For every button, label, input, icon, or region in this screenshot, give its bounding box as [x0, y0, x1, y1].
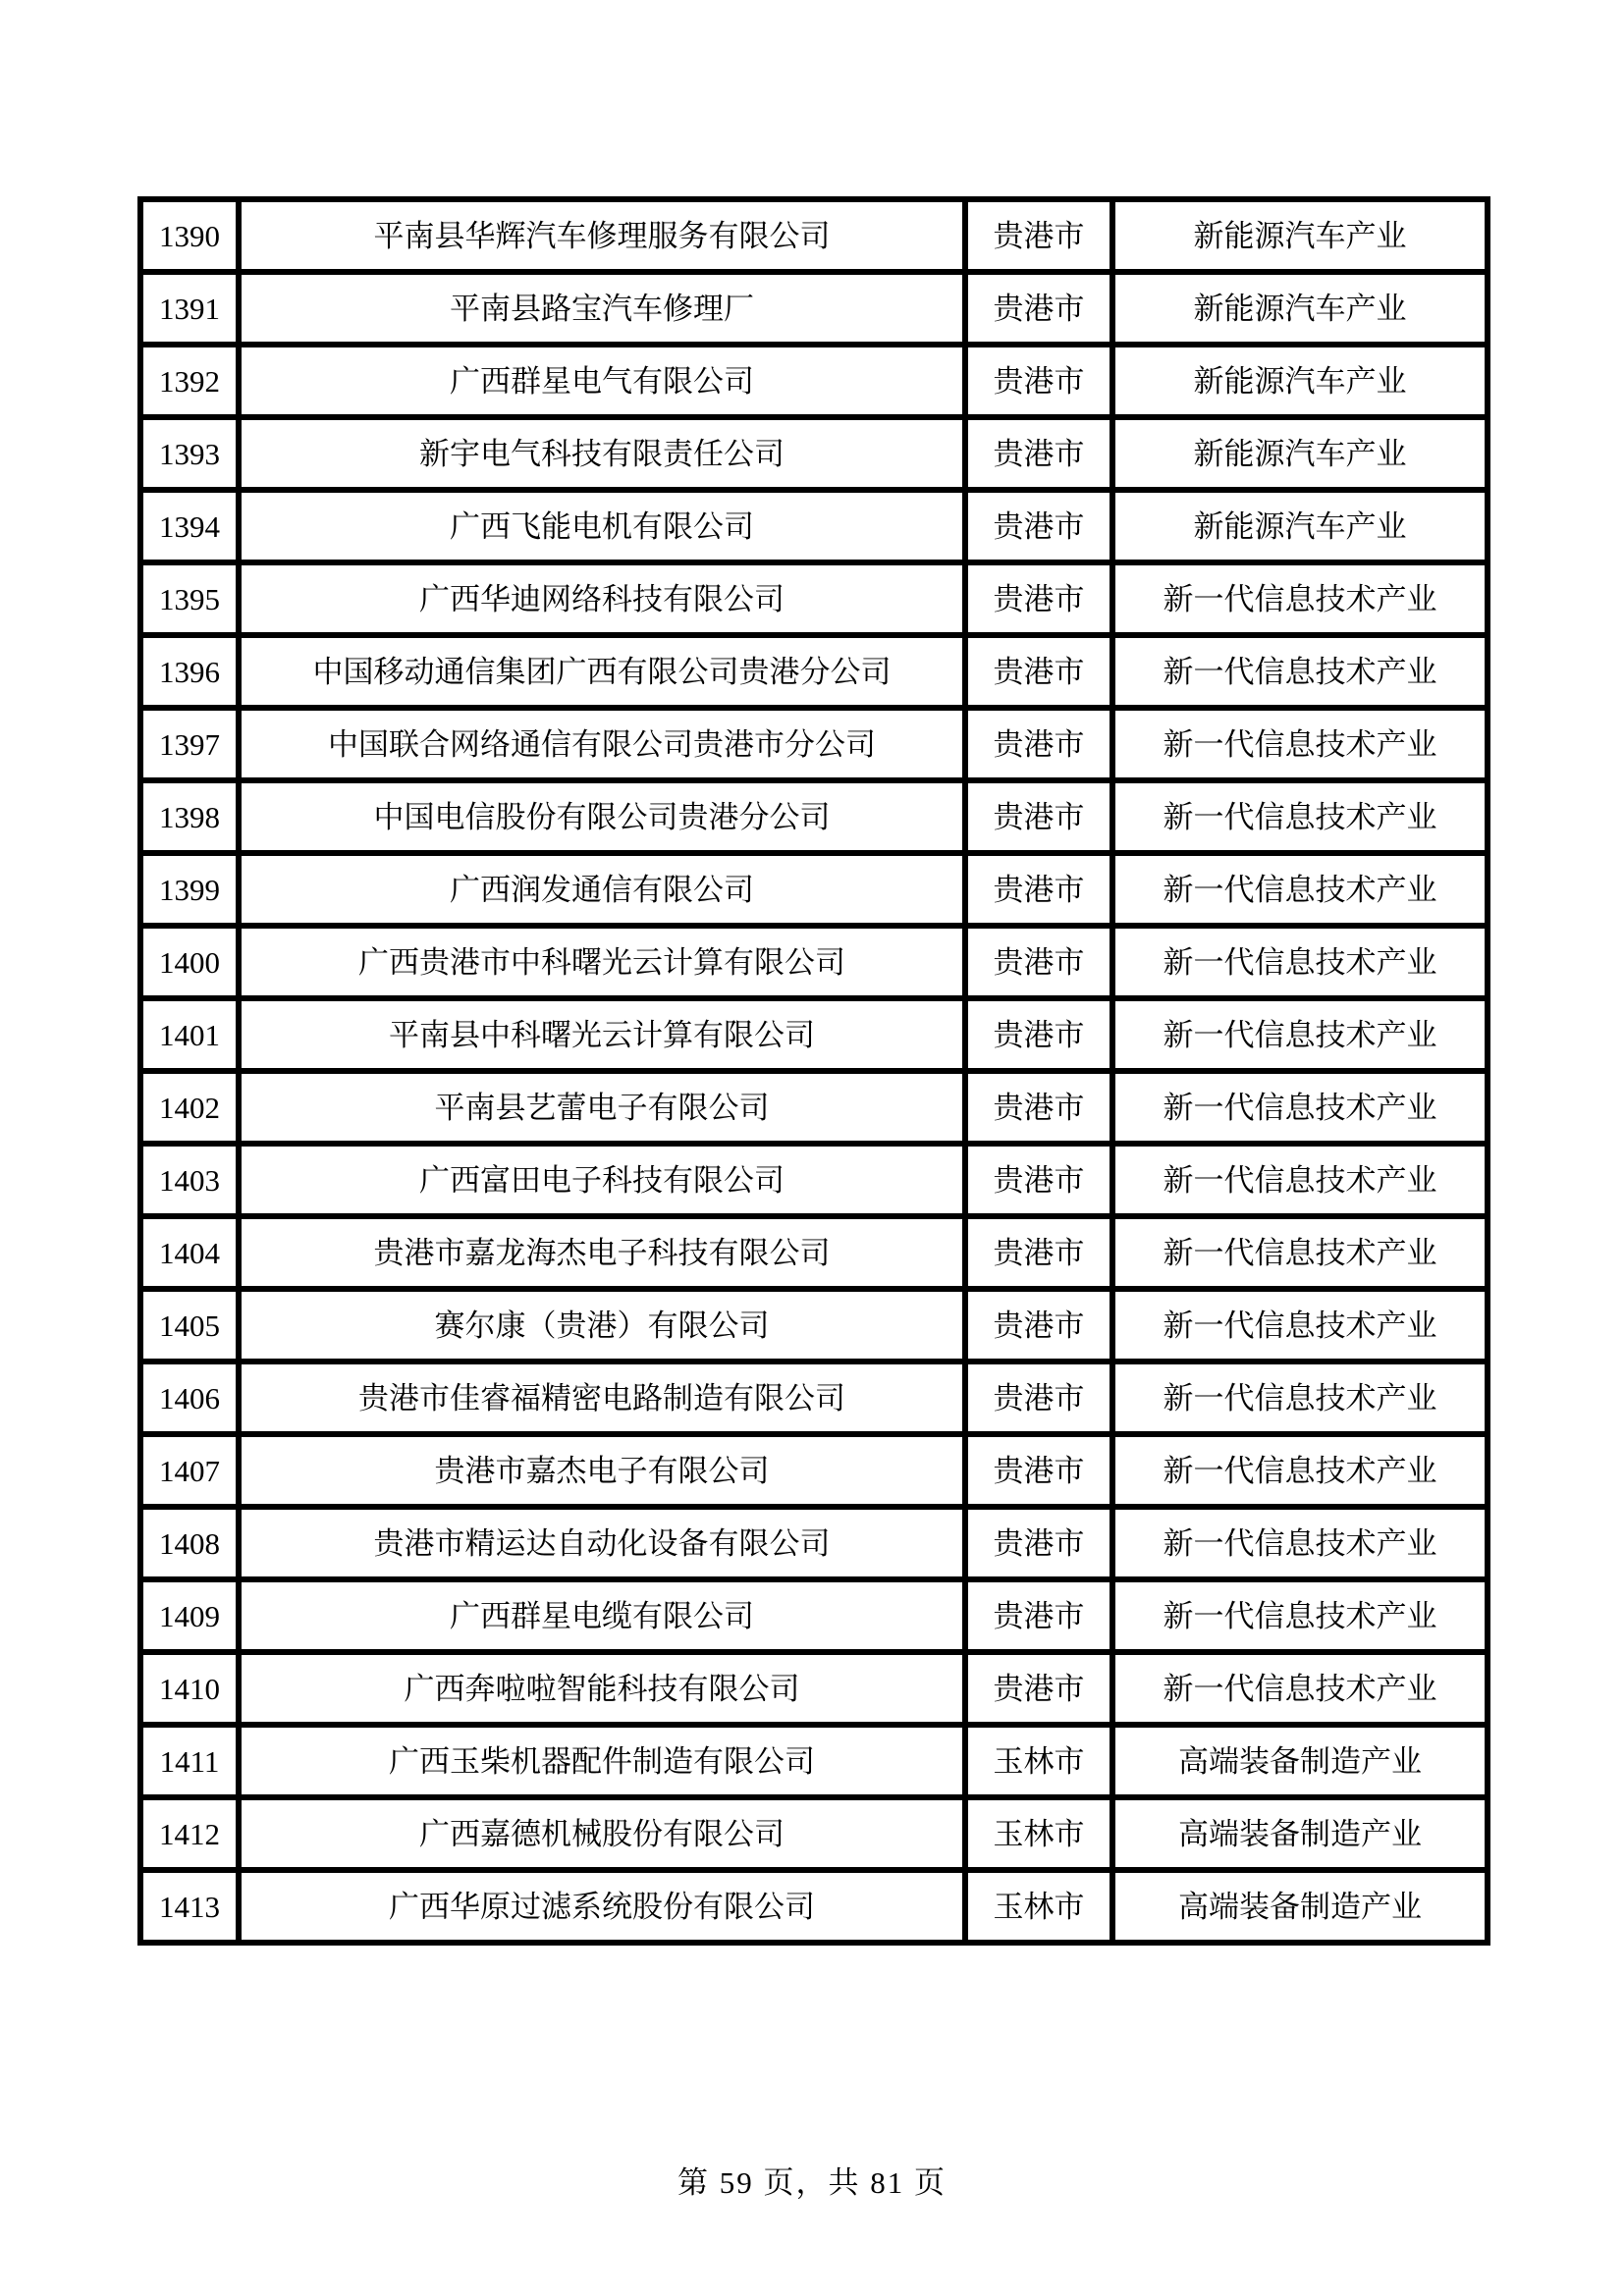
company-name-cell: 中国移动通信集团广西有限公司贵港分公司: [239, 635, 965, 708]
industry-cell: 高端装备制造产业: [1112, 1870, 1488, 1943]
company-name-cell: 贵港市佳睿福精密电路制造有限公司: [239, 1362, 965, 1434]
company-name-cell: 平南县路宝汽车修理厂: [239, 272, 965, 345]
company-name-cell: 广西奔啦啦智能科技有限公司: [239, 1652, 965, 1725]
table-row: [140, 998, 1488, 1071]
city-cell: 贵港市: [965, 926, 1112, 998]
row-number-cell: 1409: [140, 1579, 239, 1652]
company-name-cell: 平南县艺蕾电子有限公司: [239, 1071, 965, 1144]
page-number-footer: 第 59 页，共 81 页: [677, 2165, 947, 2200]
company-name-cell: 中国联合网络通信有限公司贵港市分公司: [239, 708, 965, 780]
industry-cell: 新一代信息技术产业: [1112, 1362, 1488, 1434]
row-number-cell: 1408: [140, 1507, 239, 1579]
row-number-cell: 1413: [140, 1870, 239, 1943]
city-cell: 贵港市: [965, 490, 1112, 562]
industry-cell: 新一代信息技术产业: [1112, 926, 1488, 998]
row-number-cell: 1397: [140, 708, 239, 780]
city-cell: 贵港市: [965, 1144, 1112, 1216]
city-cell: 贵港市: [965, 1071, 1112, 1144]
table-row: [140, 780, 1488, 853]
city-cell: 玉林市: [965, 1725, 1112, 1797]
table-row: [140, 417, 1488, 490]
company-name-cell: 贵港市嘉龙海杰电子科技有限公司: [239, 1216, 965, 1289]
row-number-cell: 1395: [140, 562, 239, 635]
city-cell: 贵港市: [965, 1289, 1112, 1362]
city-cell: 贵港市: [965, 199, 1112, 272]
industry-cell: 新一代信息技术产业: [1112, 562, 1488, 635]
city-cell: 贵港市: [965, 708, 1112, 780]
industry-cell: 新能源汽车产业: [1112, 490, 1488, 562]
city-cell: 贵港市: [965, 345, 1112, 417]
city-cell: 贵港市: [965, 417, 1112, 490]
row-number-cell: 1407: [140, 1434, 239, 1507]
row-number-cell: 1412: [140, 1797, 239, 1870]
table-row: [140, 926, 1488, 998]
industry-cell: 高端装备制造产业: [1112, 1797, 1488, 1870]
table-row: [140, 1507, 1488, 1579]
table-row: [140, 1579, 1488, 1652]
row-number-cell: 1396: [140, 635, 239, 708]
city-cell: 玉林市: [965, 1870, 1112, 1943]
company-name-cell: 广西华迪网络科技有限公司: [239, 562, 965, 635]
table-row: [140, 1071, 1488, 1144]
table-row: [140, 199, 1488, 272]
table-row: [140, 1434, 1488, 1507]
industry-cell: 新能源汽车产业: [1112, 272, 1488, 345]
city-cell: 贵港市: [965, 1362, 1112, 1434]
table-row: [140, 1652, 1488, 1725]
company-name-cell: 广西华原过滤系统股份有限公司: [239, 1870, 965, 1943]
industry-cell: 新一代信息技术产业: [1112, 1144, 1488, 1216]
row-number-cell: 1392: [140, 345, 239, 417]
industry-cell: 新一代信息技术产业: [1112, 1289, 1488, 1362]
company-name-cell: 中国电信股份有限公司贵港分公司: [239, 780, 965, 853]
city-cell: 贵港市: [965, 1507, 1112, 1579]
row-number-cell: 1402: [140, 1071, 239, 1144]
table-row: [140, 490, 1488, 562]
industry-cell: 高端装备制造产业: [1112, 1725, 1488, 1797]
city-cell: 贵港市: [965, 1216, 1112, 1289]
industry-cell: 新一代信息技术产业: [1112, 853, 1488, 926]
company-name-cell: 平南县中科曙光云计算有限公司: [239, 998, 965, 1071]
industry-cell: 新能源汽车产业: [1112, 199, 1488, 272]
industry-cell: 新一代信息技术产业: [1112, 998, 1488, 1071]
company-name-cell: 广西富田电子科技有限公司: [239, 1144, 965, 1216]
table-row: [140, 1870, 1488, 1943]
industry-cell: 新一代信息技术产业: [1112, 1216, 1488, 1289]
table-row: [140, 1725, 1488, 1797]
company-name-cell: 广西群星电气有限公司: [239, 345, 965, 417]
industry-cell: 新一代信息技术产业: [1112, 708, 1488, 780]
company-name-cell: 平南县华辉汽车修理服务有限公司: [239, 199, 965, 272]
row-number-cell: 1405: [140, 1289, 239, 1362]
industry-cell: 新能源汽车产业: [1112, 417, 1488, 490]
company-name-cell: 广西贵港市中科曙光云计算有限公司: [239, 926, 965, 998]
city-cell: 贵港市: [965, 635, 1112, 708]
industry-cell: 新一代信息技术产业: [1112, 1579, 1488, 1652]
table-row: [140, 1216, 1488, 1289]
company-name-cell: 广西飞能电机有限公司: [239, 490, 965, 562]
table-row: [140, 708, 1488, 780]
table-row: [140, 562, 1488, 635]
industry-cell: 新一代信息技术产业: [1112, 635, 1488, 708]
city-cell: 贵港市: [965, 853, 1112, 926]
row-number-cell: 1404: [140, 1216, 239, 1289]
city-cell: 贵港市: [965, 998, 1112, 1071]
table-row: [140, 1144, 1488, 1216]
company-name-cell: 赛尔康（贵港）有限公司: [239, 1289, 965, 1362]
company-name-cell: 新宇电气科技有限责任公司: [239, 417, 965, 490]
industry-cell: 新一代信息技术产业: [1112, 1434, 1488, 1507]
company-list-table: [137, 196, 1490, 1946]
city-cell: 贵港市: [965, 562, 1112, 635]
table-row: [140, 853, 1488, 926]
row-number-cell: 1399: [140, 853, 239, 926]
company-name-cell: 广西嘉德机械股份有限公司: [239, 1797, 965, 1870]
table-row: [140, 1289, 1488, 1362]
city-cell: 贵港市: [965, 272, 1112, 345]
table-row: [140, 272, 1488, 345]
row-number-cell: 1401: [140, 998, 239, 1071]
row-number-cell: 1400: [140, 926, 239, 998]
company-name-cell: 贵港市嘉杰电子有限公司: [239, 1434, 965, 1507]
row-number-cell: 1403: [140, 1144, 239, 1216]
city-cell: 贵港市: [965, 1579, 1112, 1652]
row-number-cell: 1406: [140, 1362, 239, 1434]
row-number-cell: 1410: [140, 1652, 239, 1725]
company-name-cell: 广西玉柴机器配件制造有限公司: [239, 1725, 965, 1797]
company-name-cell: 广西群星电缆有限公司: [239, 1579, 965, 1652]
industry-cell: 新能源汽车产业: [1112, 345, 1488, 417]
company-name-cell: 贵港市精运达自动化设备有限公司: [239, 1507, 965, 1579]
industry-cell: 新一代信息技术产业: [1112, 1071, 1488, 1144]
city-cell: 贵港市: [965, 780, 1112, 853]
row-number-cell: 1390: [140, 199, 239, 272]
company-name-cell: 广西润发通信有限公司: [239, 853, 965, 926]
row-number-cell: 1411: [140, 1725, 239, 1797]
row-number-cell: 1391: [140, 272, 239, 345]
city-cell: 贵港市: [965, 1652, 1112, 1725]
row-number-cell: 1393: [140, 417, 239, 490]
table-row: [140, 1362, 1488, 1434]
row-number-cell: 1398: [140, 780, 239, 853]
row-number-cell: 1394: [140, 490, 239, 562]
industry-cell: 新一代信息技术产业: [1112, 1652, 1488, 1725]
table-row: [140, 635, 1488, 708]
city-cell: 贵港市: [965, 1434, 1112, 1507]
city-cell: 玉林市: [965, 1797, 1112, 1870]
industry-cell: 新一代信息技术产业: [1112, 1507, 1488, 1579]
table-row: [140, 1797, 1488, 1870]
company-table-body: [140, 199, 1488, 1943]
table-row: [140, 345, 1488, 417]
industry-cell: 新一代信息技术产业: [1112, 780, 1488, 853]
